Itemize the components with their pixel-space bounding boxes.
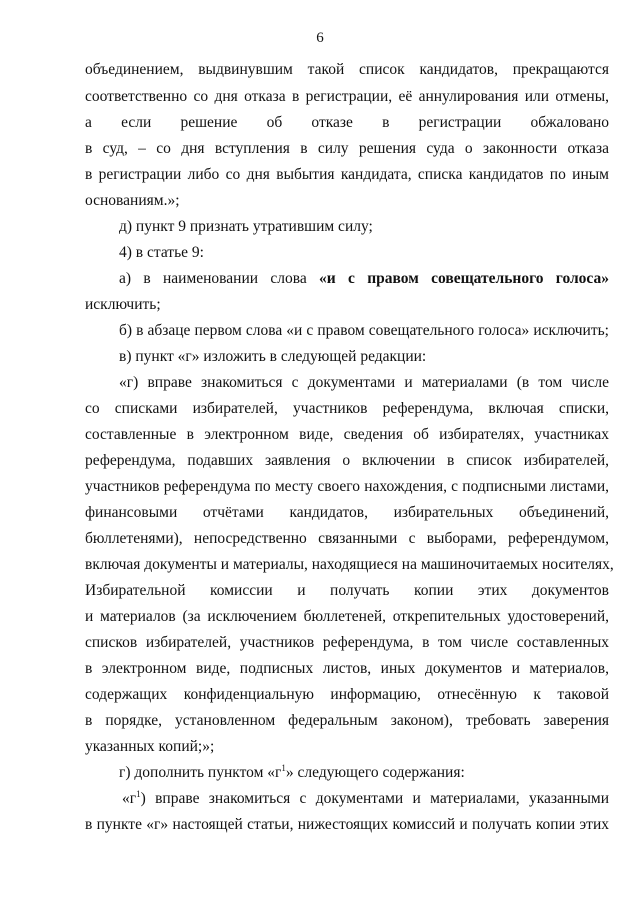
text-line: а если решение об отказе в регистрации обжаловано bbox=[85, 114, 609, 131]
text-fragment: «г bbox=[122, 790, 137, 807]
text-line: со списками избирателей, участников референдума, включая списки, bbox=[85, 400, 609, 417]
text-line bbox=[122, 789, 609, 809]
text-line: в) пункт «г» изложить в следующей редакции: bbox=[119, 348, 427, 365]
text-line: бюллетенями), непосредственно связанными с выборами, референдумом, bbox=[85, 530, 609, 547]
text-line: включая документы и материалы, находящиеся на машиночитаемых носителях, bbox=[85, 556, 614, 573]
text-line: б) в абзаце первом слова «и с правом совещательного голоса» исключить; bbox=[119, 322, 609, 339]
text-line: списков избирателей, участников референдума, в том числе составленных bbox=[85, 634, 609, 651]
text-line bbox=[119, 763, 609, 783]
superscript: 1 bbox=[136, 788, 141, 799]
text-line: «г) вправе знакомиться с документами и материалами (в том числе bbox=[119, 374, 609, 391]
bold-quote: «и с правом совещательного голоса» bbox=[319, 270, 609, 287]
text-line: объединением, выдвинувшим такой список кандидатов, прекращаются bbox=[85, 61, 609, 78]
text-line: 4) в статье 9: bbox=[119, 244, 204, 261]
text-line: участников референдума по месту своего нахождения, с подписными листами, bbox=[85, 478, 609, 495]
text-line: в электронном виде, подписных листов, иных документов и материалов, bbox=[85, 660, 609, 677]
text-line: в регистрации либо со дня выбытия кандидата, списка кандидатов по иным bbox=[85, 166, 609, 183]
text-line: референдума, подавших заявления о включении в список избирателей, bbox=[85, 452, 609, 469]
text-line: основаниям.»; bbox=[85, 192, 180, 209]
text-line bbox=[119, 269, 609, 289]
text-line: указанных копий;»; bbox=[85, 738, 215, 755]
text-line: финансовыми отчётами кандидатов, избирательных объединений, bbox=[85, 504, 609, 521]
text-line: соответственно со дня отказа в регистрации, её аннулирования или отмены, bbox=[85, 88, 609, 105]
text-line: исключить; bbox=[85, 296, 161, 313]
text-fragment: а) в наименовании слова bbox=[119, 270, 307, 287]
page-number: 6 bbox=[316, 30, 324, 46]
text-fragment: г) дополнить пунктом «г bbox=[119, 764, 282, 781]
text-line: составленные в электронном виде, сведения об избирателях, участниках bbox=[85, 426, 609, 443]
text-line: Избирательной комиссии и получать копии этих документов bbox=[85, 582, 609, 599]
text-line: и материалов (за исключением бюллетеней, открепительных удостоверений, bbox=[85, 608, 609, 625]
text-line: в суд, – со дня вступления в силу решения суда о законности отказа bbox=[85, 140, 609, 157]
text-line: содержащих конфиденциальную информацию, отнесённую к таковой bbox=[85, 686, 609, 703]
text-line: в пункте «г» настоящей статьи, нижестоящих комиссий и получать копии этих bbox=[85, 816, 609, 833]
superscript: 1 bbox=[281, 762, 286, 773]
text-fragment: ) вправе знакомиться с документами и материалами, указанными bbox=[140, 790, 609, 807]
text-line: д) пункт 9 признать утратившим силу; bbox=[119, 218, 373, 235]
text-fragment: » следующего содержания: bbox=[285, 764, 465, 781]
text-line: в порядке, установленном федеральным законом), требовать заверения bbox=[85, 712, 609, 729]
